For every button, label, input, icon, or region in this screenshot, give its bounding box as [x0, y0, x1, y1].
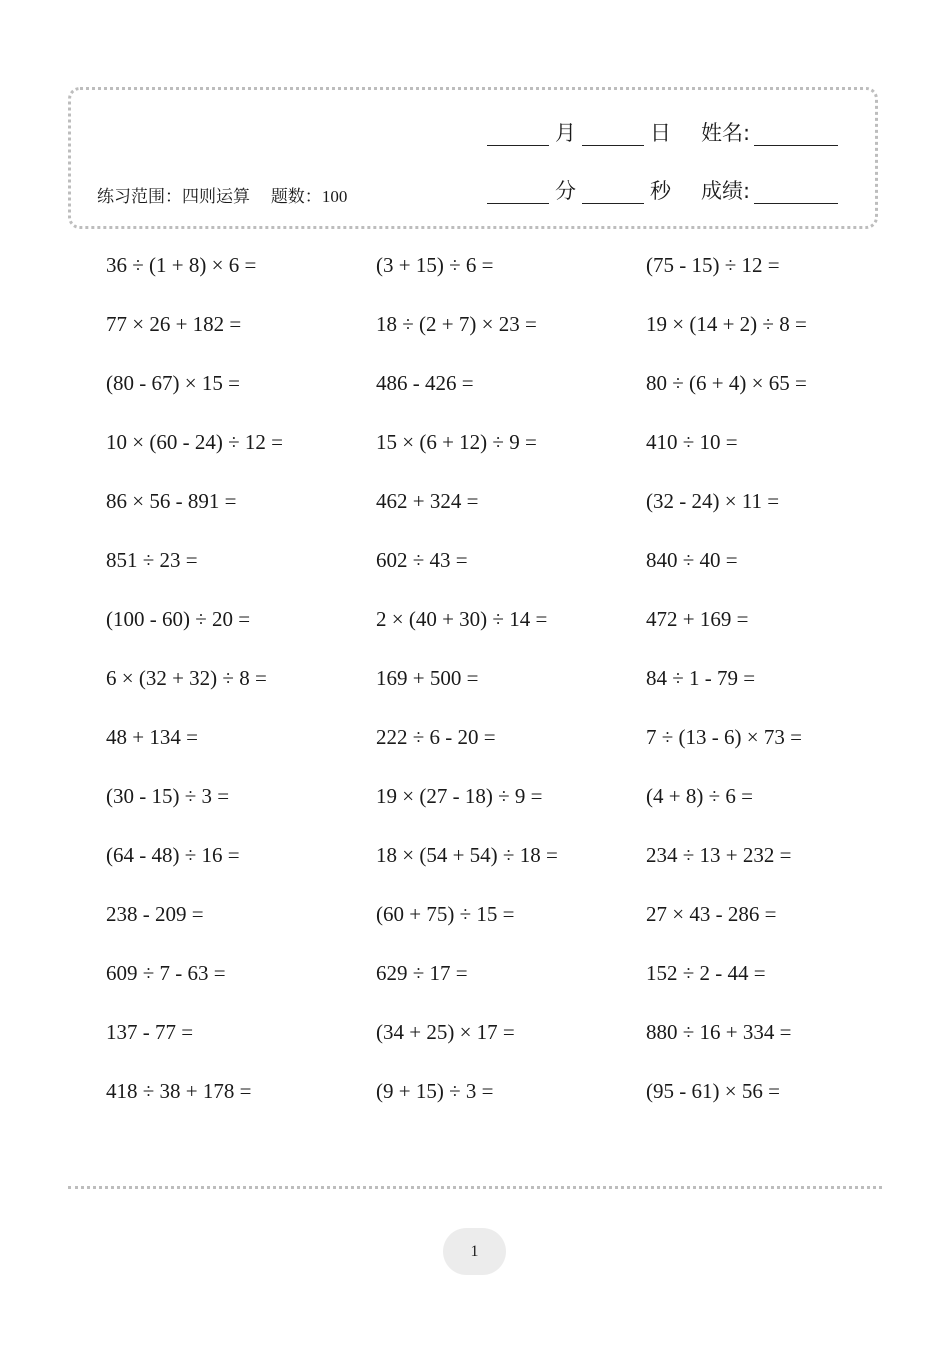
problem: 7 ÷ (13 - 6) × 73 = [646, 725, 802, 749]
problem: (30 - 15) ÷ 3 = [106, 784, 230, 808]
problem: 18 × (54 + 54) ÷ 18 = [376, 843, 558, 867]
name-label: 姓名: [701, 121, 751, 145]
problem: 19 × (14 + 2) ÷ 8 = [646, 312, 807, 336]
problem: 84 ÷ 1 - 79 = [646, 666, 756, 690]
problem-row [106, 722, 916, 781]
problem: 86 × 56 - 891 = [106, 489, 237, 513]
problem: 137 - 77 = [106, 1020, 194, 1044]
day-blank[interactable] [582, 123, 644, 146]
practice-range-label: 练习范围：四则运算 [97, 187, 250, 207]
problem-grid [106, 250, 916, 1135]
problem-row [106, 427, 916, 486]
problem-row [106, 781, 916, 840]
problem: 2 × (40 + 30) ÷ 14 = [376, 607, 548, 631]
problem: 27 × 43 - 286 = [646, 902, 777, 926]
problem-row [106, 663, 916, 722]
problem: 418 ÷ 38 + 178 = [106, 1079, 252, 1103]
problem: 472 + 169 = [646, 607, 749, 631]
problem: 19 × (27 - 18) ÷ 9 = [376, 784, 543, 808]
name-blank[interactable] [754, 123, 838, 146]
problem-row [106, 250, 916, 309]
problem: (3 + 15) ÷ 6 = [376, 253, 494, 277]
score-label: 成绩: [701, 179, 751, 203]
problem: 36 ÷ (1 + 8) × 6 = [106, 253, 257, 277]
page-number-badge [443, 1228, 506, 1275]
page-divider [68, 1186, 882, 1189]
problem: 152 ÷ 2 - 44 = [646, 961, 766, 985]
problem: (4 + 8) ÷ 6 = [646, 784, 753, 808]
problem-row [106, 899, 916, 958]
problem-row [106, 958, 916, 1017]
problem-row [106, 1076, 916, 1135]
count-label: 题数： [270, 187, 322, 207]
month-blank[interactable] [487, 123, 549, 146]
month-label: 月 [555, 121, 576, 145]
minute-blank[interactable] [487, 181, 549, 204]
problem: 880 ÷ 16 + 334 = [646, 1020, 792, 1044]
second-label: 秒 [650, 179, 671, 203]
problem: (75 - 15) ÷ 12 = [646, 253, 780, 277]
day-label: 日 [650, 121, 671, 145]
minute-label: 分 [555, 179, 576, 203]
problem-row [106, 545, 916, 604]
problem: 77 × 26 + 182 = [106, 312, 242, 336]
problem: (80 - 67) × 15 = [106, 371, 240, 395]
problem: 222 ÷ 6 - 20 = [376, 725, 496, 749]
problem: 602 ÷ 43 = [376, 548, 468, 572]
problem: (34 + 25) × 17 = [376, 1020, 515, 1044]
problem-row [106, 840, 916, 899]
second-blank[interactable] [582, 181, 644, 204]
problem: 80 ÷ (6 + 4) × 65 = [646, 371, 807, 395]
worksheet-header [68, 87, 878, 229]
problem: 851 ÷ 23 = [106, 548, 198, 572]
count-value: 100 [321, 187, 348, 206]
problem: 10 × (60 - 24) ÷ 12 = [106, 430, 283, 454]
problem: 410 ÷ 10 = [646, 430, 738, 454]
problem: 18 ÷ (2 + 7) × 23 = [376, 312, 537, 336]
problem: 238 - 209 = [106, 902, 204, 926]
problem: 234 ÷ 13 + 232 = [646, 843, 792, 867]
problem: 629 ÷ 17 = [376, 961, 468, 985]
page-number: 1 [470, 1242, 479, 1260]
problem-row [106, 486, 916, 545]
problem-row [106, 368, 916, 427]
problem-row [106, 309, 916, 368]
problem: (32 - 24) × 11 = [646, 489, 780, 513]
problem: (95 - 61) × 56 = [646, 1079, 780, 1103]
time-score-row [487, 178, 838, 204]
problem: 609 ÷ 7 - 63 = [106, 961, 226, 985]
problem: 840 ÷ 40 = [646, 548, 738, 572]
problem: (64 - 48) ÷ 16 = [106, 843, 240, 867]
problem-row [106, 1017, 916, 1076]
score-blank[interactable] [754, 181, 838, 204]
problem: 48 + 134 = [106, 725, 198, 749]
date-name-row [487, 120, 838, 146]
problem: (9 + 15) ÷ 3 = [376, 1079, 494, 1103]
problem: 486 - 426 = [376, 371, 474, 395]
problem-row [106, 604, 916, 663]
problem: (100 - 60) ÷ 20 = [106, 607, 251, 631]
problem: 6 × (32 + 32) ÷ 8 = [106, 666, 267, 690]
problem: 15 × (6 + 12) ÷ 9 = [376, 430, 537, 454]
problem: (60 + 75) ÷ 15 = [376, 902, 515, 926]
practice-info [97, 182, 347, 207]
problem: 169 + 500 = [376, 666, 479, 690]
problem: 462 + 324 = [376, 489, 479, 513]
